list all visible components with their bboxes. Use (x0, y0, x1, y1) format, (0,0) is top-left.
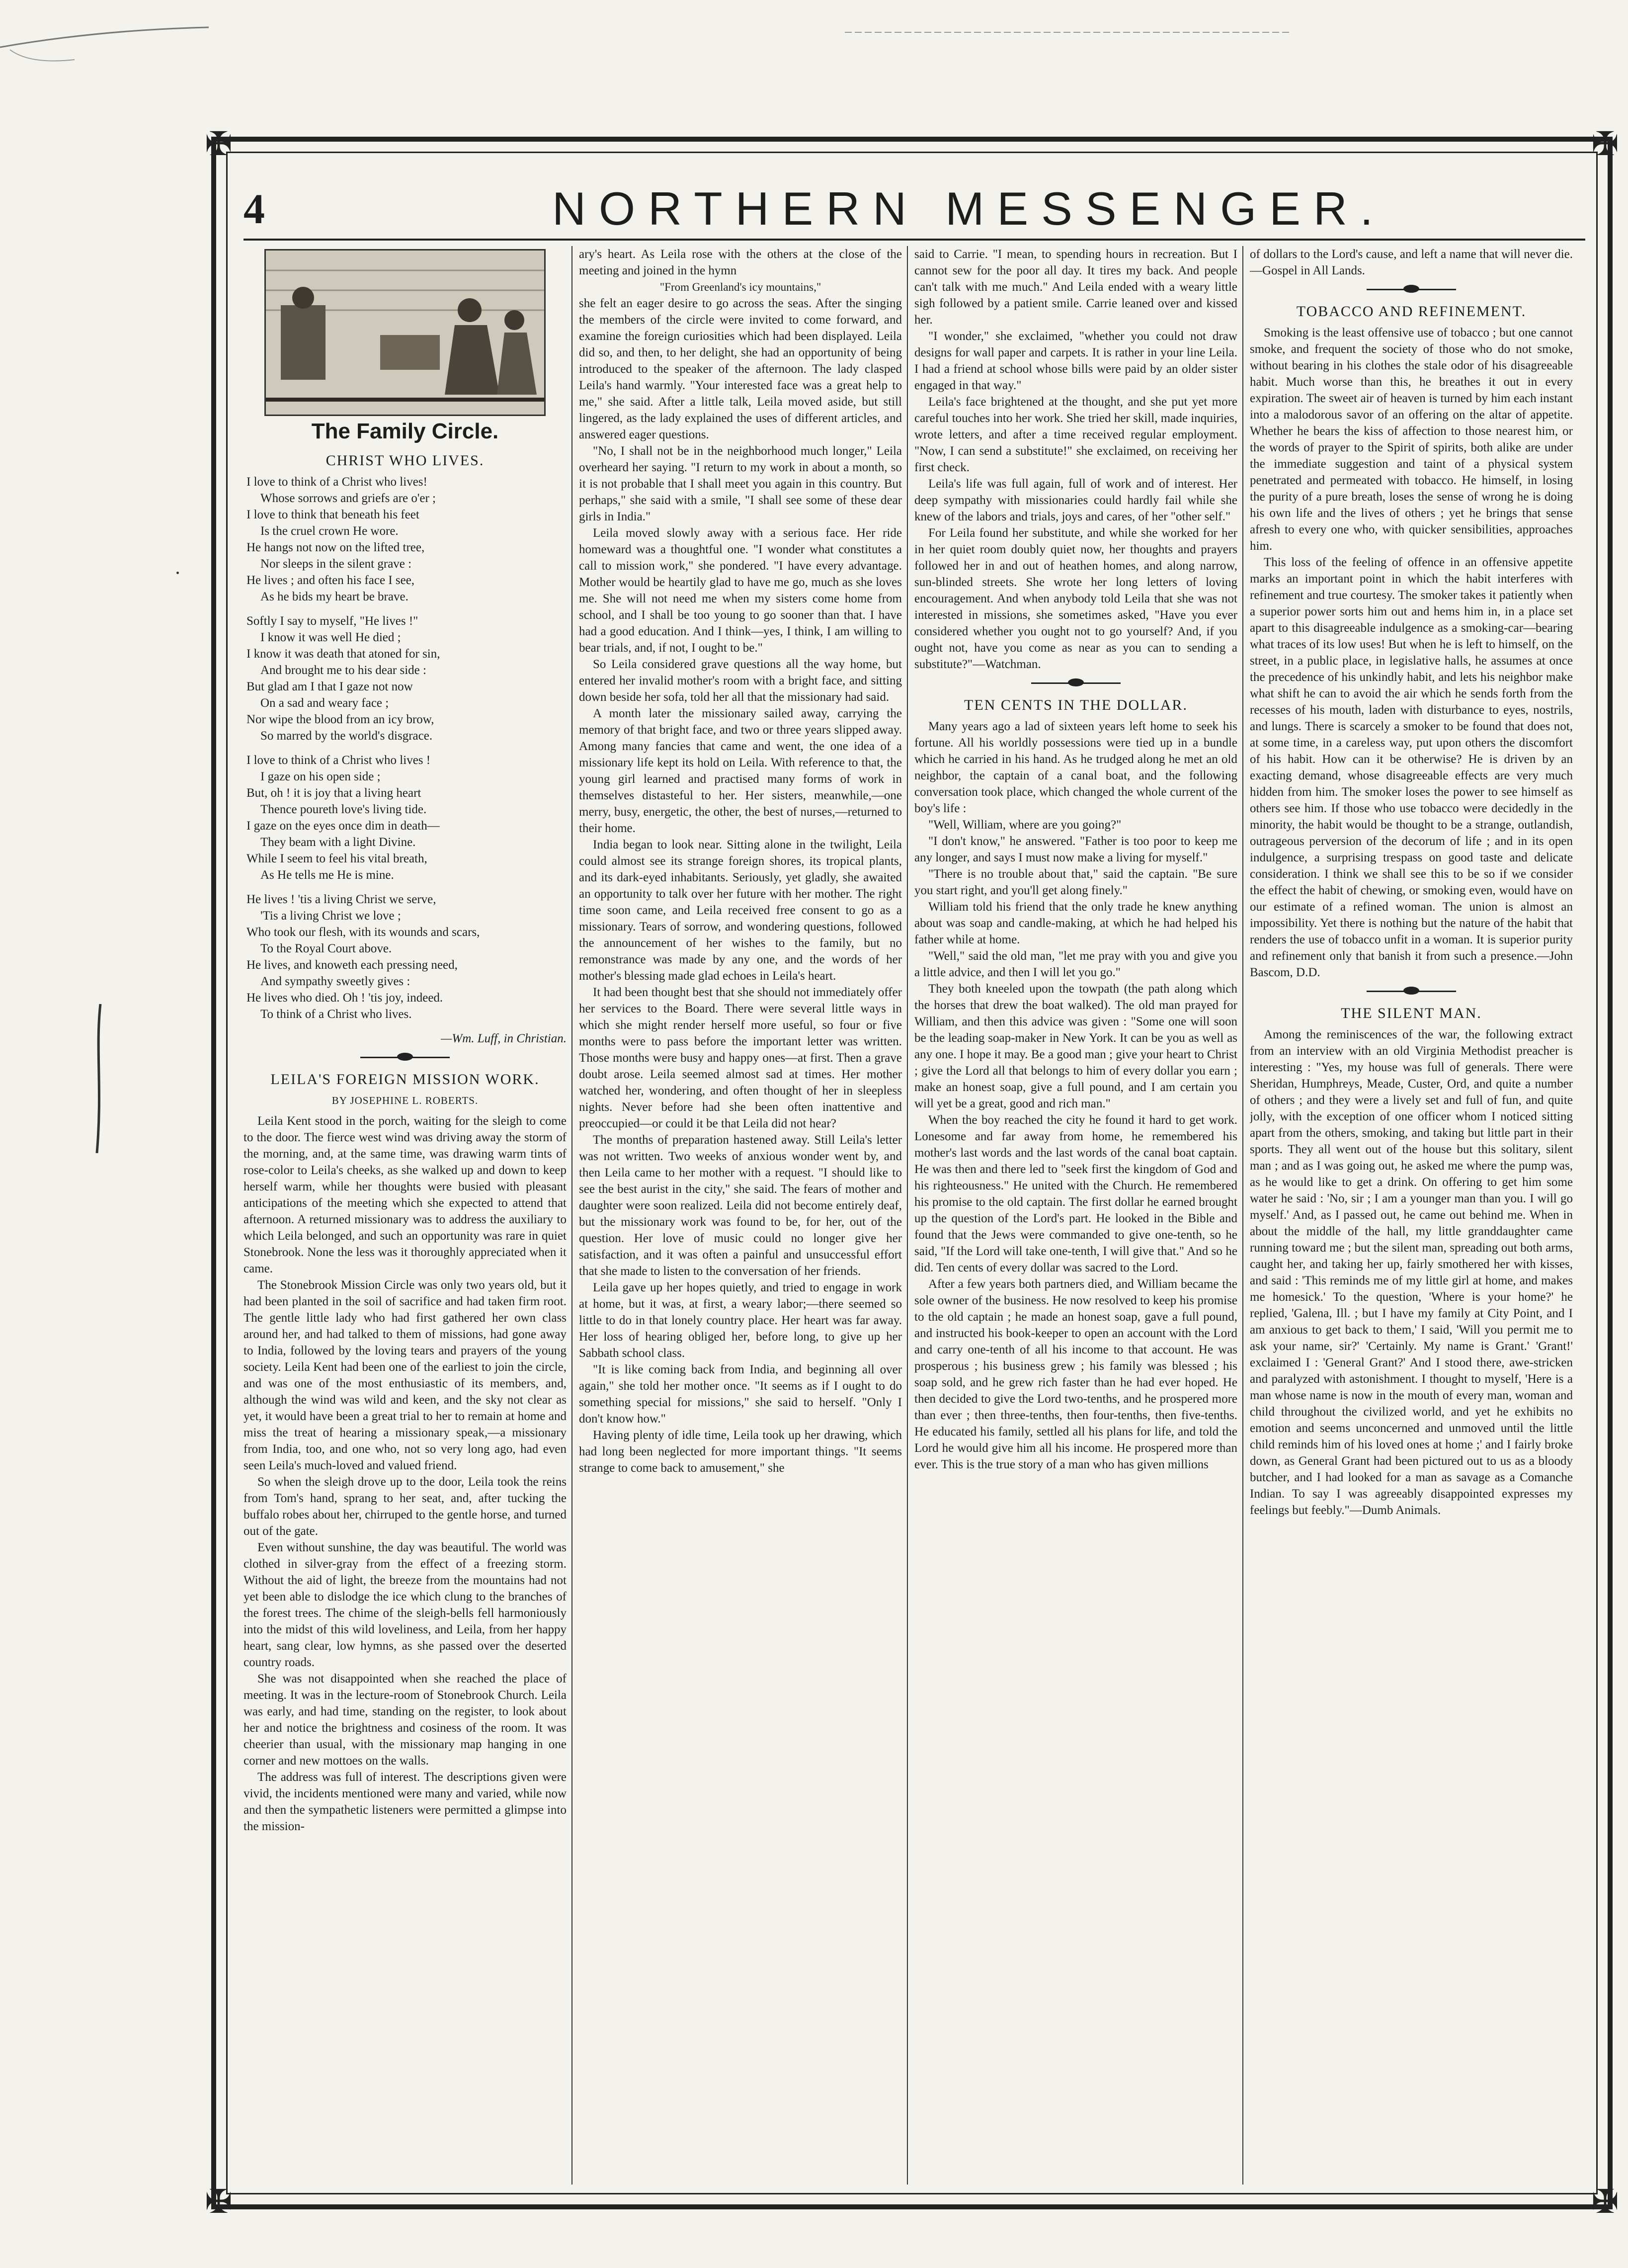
article-paragraph: So Leila considered grave questions all the way home, but entered her invalid mother's room with a bright face, and sitting down beside her sofa, told her all that the missionary had said. (579, 658, 902, 704)
poem-line: To think of a Christ who lives. (260, 1008, 412, 1021)
margin-dot (176, 572, 179, 574)
article-paragraph: When the boy reached the city he found it hard to get work. Lonesome and far away from home, he remembered his mother's last words and the last words of the canal boat captain. He was then and there led to "seek first the kingdom of God and his righteousness." He united with the Church. He remembered his promise to the old captain. The first dollar he earned brought up the question of the Lord's part. He looked in the Bible and found that the Jews were commanded to give one-tenth, so he said, "If the Lord will take one-tenth, I will give that." And so he did. Ten cents of every dollar was sacred to the Lord. (914, 1113, 1237, 1274)
margin-pen-mark (94, 1004, 103, 1153)
poem-line: He lives ; and often his face I see, (246, 574, 415, 587)
poem-line: But glad am I that I gaze not now (246, 680, 413, 693)
poem-stanza (246, 613, 567, 744)
poem-line: While I seem to feel his vital breath, (246, 852, 427, 865)
article-paragraph: They both kneeled upon the towpath (the path along which the horses that drew the boat walked). The old man prayed for William, and then this advice was given : "Some one will soon be the leading soap-maker in New York. It can be you as well as any one. I hope it may. Be a good man ; give your heart to Christ ; give the Lord all that belongs to him of every dollar you earn ; make an honest soap, give a full pound, and I am certain you will yet be a great, good and rich man." (914, 982, 1237, 1110)
article-title: CHRIST WHO LIVES. (326, 452, 485, 469)
article-paragraph: Having plenty of idle time, Leila took up her drawing, which had long been neglected for more important things. "It seems strange to come back to amusement," she (579, 1428, 902, 1475)
masthead (244, 179, 1585, 239)
poem-line: Whose sorrows and griefs are o'er ; (260, 492, 436, 505)
column-4 (1250, 246, 1573, 2184)
article-paragraph: "I wonder," she exclaimed, "whether you could not draw designs for wall paper and carpets. It is rather in your line Leila. I had a friend at school whose bills were paid by an older sister engaged in that way." (914, 330, 1237, 392)
poem-stanza (246, 891, 567, 1022)
article-byline: BY JOSEPHINE L. ROBERTS. (331, 1094, 479, 1106)
article-title: TEN CENTS IN THE DOLLAR. (964, 697, 1188, 713)
article-title: THE SILENT MAN. (1341, 1005, 1482, 1021)
article-paragraph: Smoking is the least offensive use of tobacco ; but one cannot smoke, and frequent the society of those who do not smoke, without bearing in his clothes the stale odor of his disagreeable habit. Much worse than this, he breathes it out in every expiration. The sweet air of heaven is turned by him each instant into a malodorous savor of an offering on the altar of appetite. Whether he bears the kiss of affection to those nearest him, or the words of prayer to the Spirit of spirits, both alike are under the immediate suggestion and taint of a physical system penetrated and permeated with tobacco. He himself, in losing the purity of a pure breath, loses the sense of wrong he is doing his own life and the lives of others ; yet he brings that sense afresh to every one who, with quicker sensibilities, approaches him. (1250, 326, 1573, 553)
article-separator (1367, 991, 1456, 992)
article-paragraph: said to Carrie. "I mean, to spending hours in recreation. But I cannot sew for the poor all day. It tires my back. And people can't talk with me much." And Leila ended with a weary little sigh followed by a patient smile. Carrie leaned over and kissed her. (914, 248, 1237, 327)
poem-line: Who took our flesh, with its wounds and scars, (246, 925, 480, 939)
poem-attribution: —Wm. Luff, in Christian. (441, 1032, 567, 1045)
column-rule (571, 246, 572, 2184)
poem-line: He lives who died. Oh ! 'tis joy, indeed. (246, 991, 443, 1005)
column-1 (244, 246, 567, 2184)
article-paragraph: So when the sleigh drove up to the door, Leila took the reins from Tom's hand, sprang to her seat, and, after tucking the buffalo robes about her, chirruped to the gentle horse, and turned out of the gate. (244, 1475, 567, 1538)
section-heading: The Family Circle. (311, 419, 499, 443)
poem-line: 'Tis a living Christ we love ; (260, 909, 401, 923)
family-circle-illustration-icon (264, 249, 546, 416)
article-paragraph: "Well," said the old man, "let me pray with you and give you a little advice, and then I will let you go." (914, 949, 1237, 979)
poem-line: Nor wipe the blood from an icy brow, (246, 713, 434, 726)
poem-line: I gaze on his open side ; (260, 770, 381, 783)
column-2 (579, 246, 902, 2184)
article-separator (1367, 289, 1456, 290)
article-paragraph: ary's heart. As Leila rose with the others at the close of the meeting and joined in the hymn (579, 248, 902, 277)
article-paragraph: For Leila found her substitute, and while she worked for her in her quiet room doubly quiet now, her thoughts and prayers followed her in and out of heathen homes, and along narrow, sun-blinded streets. She wrote her long letters of loving encouragement. And when anybody told Leila that she was not interested in missions, she sometimes asked, "Have you ever considered whether you ought not to go yourself? And, if you ought not, have you come as near as you can to sending a substitute?"—Watchman. (914, 526, 1237, 671)
article-paragraph: Leila's life was full again, full of work and of interest. Her deep sympathy with missionaries could hardly fail while she knew of the labors and trials, joys and cares, of her "other self." (914, 477, 1237, 523)
article-paragraph: "There is no trouble about that," said the captain. "Be sure you start right, and you'll get along finely." (914, 867, 1237, 897)
poem-line: As He tells me He is mine. (260, 868, 394, 882)
article-paragraph: she felt an eager desire to go across the seas. After the singing the members of the circle were invited to come forward, and examine the foreign curiosities which had been displayed. Leila did so, and then, to her delight, she had an opportunity of being introduced to the speaker of the afternoon. The lady clasped Leila's hand warmly. "Your interested face was a great help to me," she said. After a little talk, Leila moved aside, but still lingered, as the lady explained the uses of different articles, and answered eager questions. (579, 297, 902, 441)
article-paragraph: Among the reminiscences of the war, the following extract from an interview with an old Virginia Methodist preacher is interesting : "Yes, my house was full of generals. There were Sheridan, Humphreys, Meade, Custer, Ord, and quite a number of others ; and they were a lively set and full of fun, and quite jolly, with the exception of one officer whom I noticed sitting apart from the others, smoking, and taking but little part in their sports. They all went out of the house but this solitary, silent man ; and as I was going out, he asked me where the pump was, as he would like to get a drink. On offering to get him some water he said : 'No, sir ; I am a younger man than you. I will go myself.' And, as I passed out, he came out behind me. When in about the middle of the hall, my little granddaughter came running toward me ; but the silent man, spreading out both arms, caught her, and taking her up, fairly smothered her with kisses, and said : 'This reminds me of my little girl at home, and makes me homesick.' To the question, 'Where is your home?' he replied, 'Galena, Ill. ; but I have my family at City Point, and I am anxious to get back to them,' I said, 'Will you permit me to ask your name, sir?' 'Certainly. My name is Grant.' 'Grant!' exclaimed I : 'General Grant?' And I stood there, awe-stricken and paralyzed with astonishment. I thought to myself, 'Here is a man whose name is now in the mouth of every man, woman and child throughout the civilized world, and yet he exhibits no emotion and seems unconcerned and unmoved until the little child reminds him of his loved ones at home ;' and I fairly broke down, as General Grant had been pictured out to us as a bloody butcher, and I had looked for a man as savage as a Comanche Indian. To say I was agreeably disappointed expresses my feelings but feebly."—Dumb Animals. (1250, 1028, 1573, 1517)
poem-line: And brought me to his dear side : (260, 664, 426, 677)
article-paragraph: It had been thought best that she should not immediately offer her services to the Board. There were several little ways in which she might render herself more useful, so four or five months were to pass before the important letter was written. Those months were busy and happy ones—at first. Then a grave doubt arose. Leila seemed almost sad at times. Her mother watched her, wondering, and often thought of her in sleepless nights. Never before had she been often inattentive and preoccupied—or could it be that Leila did not hear? (579, 986, 902, 1130)
article-paragraph: "I don't know," he answered. "Father is too poor to keep me any longer, and says I must now make a living for myself." (914, 835, 1237, 864)
ornament-corner-icon: ✠ (1591, 125, 1619, 163)
article-paragraph: "It is like coming back from India, and beginning all over again," she told her mother once. "It seems as if I ought to do something special for missions," she said to herself. "Only I don't know how." (579, 1363, 902, 1426)
poem-line: I know it was well He died ; (260, 631, 401, 644)
poem-line: So marred by the world's disgrace. (260, 729, 433, 743)
poem-line: And sympathy sweetly gives : (260, 975, 410, 988)
article-separator (1031, 682, 1121, 684)
poem-line: As he bids my heart be brave. (260, 590, 408, 603)
poem-line: I love to think of a Christ who lives! (246, 475, 427, 489)
column-rule (907, 246, 908, 2184)
hymn-quote: "From Greenland's icy mountains," (659, 281, 821, 293)
poem-line: Thence poureth love's living tide. (260, 803, 427, 816)
poem-line: Softly I say to myself, "He lives !" (246, 614, 418, 628)
article-paragraph: Leila's face brightened at the thought, and she put yet more careful touches into her work. She tried her skill, made inquiries, wrote letters, and after a time received regular employment. "Now, I can send a substitute!" she exclaimed, on receiving her first check. (914, 395, 1237, 474)
poem-line: He lives, and knoweth each pressing need, (246, 958, 458, 972)
ornament-corner-icon: ✠ (1591, 2183, 1619, 2221)
top-left-corner-marks (0, 0, 348, 99)
article-paragraph: India began to look near. Sitting alone in the twilight, Leila could almost see its strange foreign shores, its tropical plants, and its dark-eyed inhabitants. Seriously, yet gladly, she awaited an opportunity to talk over her future with her mother. The right time soon came, and Leila received free consent to go as a missionary. Tears of sorrow, and wondering questions, followed the announcement of her wishes to the family, but no remonstrance was made by any one, and the words of her mother's blessing made glad echoes in Leila's heart. (579, 838, 902, 983)
column-3 (914, 246, 1237, 2184)
article-paragraph: "Well, William, where are you going?" (928, 818, 1122, 832)
poem-stanza (246, 752, 567, 883)
ornament-corner-icon: ✠ (205, 125, 233, 163)
column-rule (1242, 246, 1243, 2184)
poem-line: Is the cruel crown He wore. (260, 524, 399, 538)
article-paragraph: Even without sunshine, the day was beautiful. The world was clothed in silver-gray from the effect of a freezing storm. Without the aid of light, the breeze from the mountains had not yet been able to dislodge the ice which clung to the branches of the forest trees. The chime of the sleigh-bells fell harmoniously into the midst of this wild loveliness, and Leila, from her happy heart, sang clear, low hymns, as she passed over the deserted country roads. (244, 1541, 567, 1669)
poem-line: I love to think of a Christ who lives ! (246, 754, 431, 767)
poem-line: On a sad and weary face ; (260, 696, 389, 710)
article-paragraph: The address was full of interest. The descriptions given were vivid, the incidents mentioned were many and varied, while now and then the sympathetic listeners were permitted a glimpse into the mission- (244, 1770, 567, 1833)
article-paragraph: The Stonebrook Mission Circle was only two years old, but it had been planted in the soil of sacrifice and had taken firm root. The gentle little lady who had first gathered her own class around her, and had talked to them of missions, had gone away to India, followed by the loving tears and prayers of the young society. Leila Kent had been one of the earliest to join the circle, and was one of the most enthusiastic of its members, and, although the wind was wild and keen, and the sky not clear as yet, it would have been a great trial to her to remain at home and miss the treat of hearing a missionary speak,—a missionary from India, too, and one who, not so very long ago, had even seen Leila's much-loved and valued friend. (244, 1278, 567, 1472)
newspaper-title: NORTHERN MESSENGER. (552, 182, 1386, 235)
masthead-rule (244, 239, 1585, 241)
article-title: TOBACCO AND REFINEMENT. (1296, 303, 1527, 320)
article-paragraph: Leila gave up her hopes quietly, and tried to engage in work at home, but it was, at first, a weary labor;—there seemed so little to do in that lonely country place. Her heart was far away. Her loss of hearing obliged her, before long, to give up her Sabbath school class. (579, 1281, 902, 1360)
article-paragraph: William told his friend that the only trade he knew anything about was soap and candle-making, at which he had helped his father while at home. (914, 900, 1237, 946)
poem-line: I love to think that beneath his feet (246, 508, 419, 521)
poem-line: But, oh ! it is joy that a living heart (246, 786, 421, 800)
article-paragraph: After a few years both partners died, and William became the sole owner of the business. He now resolved to keep his promise to the old captain ; he made an honest soap, gave a full pound, and instructed his book-keeper to open an account with the Lord and carry one-tenth of all his income to that account. He was prosperous ; his business grew ; his family was blessed ; his soap sold, and he grew rich faster than he had ever hoped. He then decided to give the Lord two-tenths, and he prospered more than ever ; then three-tenths, then four-tenths, then five-tenths. He educated his family, settled all his plans for life, and told the Lord he would give him all his income. He prospered more than ever. This is the true story of a man who has given millions (914, 1277, 1237, 1471)
article-paragraph: She was not disappointed when she reached the place of meeting. It was in the lecture-room of Stonebrook Church. Leila was early, and had time, standing on the register, to look about her and notice the brightness and cosiness of the room. It was cheerier than usual, with the missionary map hanging in one corner and new mottoes on the walls. (244, 1672, 567, 1767)
poem-line: To the Royal Court above. (260, 942, 392, 955)
poem-line: They beam with a light Divine. (260, 836, 416, 849)
article-title: LEILA'S FOREIGN MISSION WORK. (270, 1071, 540, 1088)
poem-line: I know it was death that atoned for sin, (246, 647, 440, 661)
article-paragraph: This loss of the feeling of offence in an offensive appetite marks an important point in which the habit interferes with refinement and true courtesy. The smoker takes it patiently when a superior power sorts him out and hems him in, in a place set apart to this disagreeable indulgence as a smoking-car—bearing what traces of its low uses! But when he is left to himself, on the street, in a public place, in legislative halls, he assumes at once the precedence of his unkindly habit, and lets his neighbor make what shift he can to avoid the air which he sends forth from the recesses of his mouth, laden with disturbance to eyes, nostrils, and lungs. There is scarcely a smoker to be found that does not, at some time, in a careless way, put upon others the discomfort of his habit. How can it be otherwise? He is driven by an exacting demand, whose disagreeable effects are very much hidden from him. The smoker loses the power to see himself as others see him. If those who use tobacco were decidedly in the minority, the habit would be thought to be a strange, outlandish, outrageous perversion of the decorum of life ; and in its open indulgence, a surprising trespass on good taste and delicate consideration. I think we shall see this to be so if we consider the effect the habit of chewing, or smoking even, would have on our estimate of a refined woman. The union is almost an impossibility. Yet there is nothing but the nature of the habit that renders the use of tobacco unfit in a woman. It is superior purity and refinement only that banish it from such a presence.—John Bascom, D.D. (1250, 556, 1573, 979)
article-paragraph: The months of preparation hastened away. Still Leila's letter was not written. Two weeks of anxious wonder went by, and then Leila came to her mother with a request. "I should like to see the best aurist in the city," she said. The fears of mother and daughter were soon realized. Leila did not become entirely deaf, but the missionary work was found to be, for her, out of the question. Her love of music could no longer give her satisfaction, and it was often a painful and unsuccessful effort that she made to listen to the conversation of her friends. (579, 1133, 902, 1278)
page-number: 4 (244, 185, 265, 233)
article-paragraph: Many years ago a lad of sixteen years left home to seek his fortune. All his worldly possessions were tied up in a bundle which he carried in his hand. As he trudged along he met an old neighbor, the captain of a canal boat, and the following conversation took place, which changed the whole current of the boy's life : (914, 720, 1237, 815)
poem-line: He lives ! 'tis a living Christ we serve, (246, 893, 436, 906)
article-paragraph: "No, I shall not be in the neighborhood much longer," Leila overheard her saying. "I return to my work in about a month, so it is not probable that I shall meet you again in this country. But perhaps," she said with a smile, "I shall see some of these dear girls in India." (579, 444, 902, 523)
article-separator (360, 1057, 450, 1058)
poem-line: He hangs not now on the lifted tree, (246, 541, 425, 554)
article-paragraph: A month later the missionary sailed away, carrying the memory of that bright face, and two or three years slipped away. Among many fancies that came and went, the one idea of a missionary life kept its hold on Leila. With reference to that, the young girl learned and practised many forms of work in themselves distasteful to her. Her sisters, meanwhile,—one merry, busy, energetic, the other, the best of nurses,—returned to their home. (579, 707, 902, 835)
poem-line: I gaze on the eyes once dim in death— (246, 819, 440, 833)
article-paragraph: Leila moved slowly away with a serious face. Her ride homeward was a thoughtful one. "I wonder what constitutes a call to mission work," she pondered. "I have every advantage. Mother would be heartily glad to have me go, much as she loves me. She will not need me when my sisters come home from school, and I shall be too young to go sooner than that. I have had a good education. And I think—yes, I think, I am willing to bear trials, and, if not, I ought to be." (579, 526, 902, 655)
poem-line: Nor sleeps in the silent grave : (260, 557, 412, 571)
top-edge-rule (845, 25, 1292, 40)
article-paragraph: Leila Kent stood in the porch, waiting for the sleigh to come to the door. The fierce west wind was driving away the storm of the morning, and, at the same time, was drawing warm tints of rose-color to Leila's cheeks, as she walked up and down to keep herself warm, while her thoughts were busied with pleasant anticipations of the meeting which she expected to attend that afternoon. A returned missionary was to address the auxiliary to which Leila belonged, and such an opportunity was rare in quiet Stonebrook. None the less was it thoroughly appreciated when it came. (244, 1114, 567, 1275)
poem-stanza (246, 474, 567, 605)
ornament-corner-icon: ✠ (205, 2183, 233, 2221)
article-paragraph: of dollars to the Lord's cause, and left a name that will never die.—Gospel in All Lands. (1250, 248, 1573, 277)
